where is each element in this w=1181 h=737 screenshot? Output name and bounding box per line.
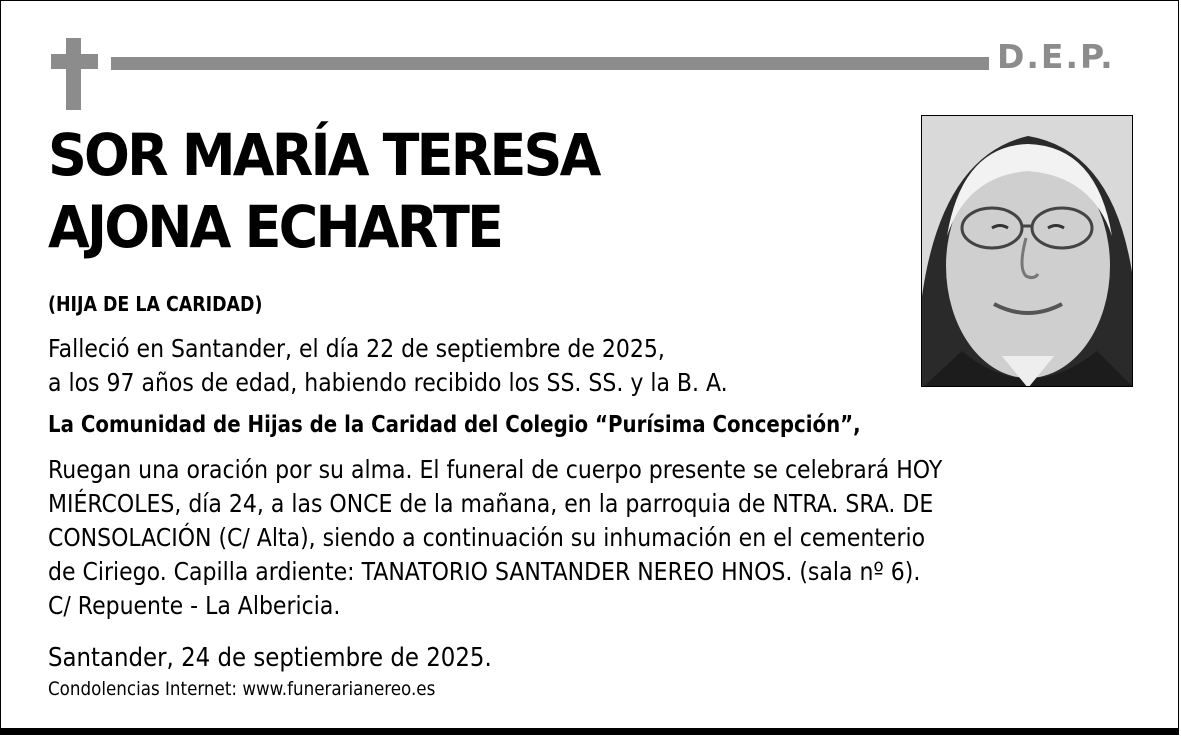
community-line: La Comunidad de Hijas de la Caridad del Colegio “Purísima Concepción”, <box>48 412 861 438</box>
condolences-link[interactable]: Condolencias Internet: www.funerarianereo.es <box>48 678 436 700</box>
announcement-line: MIÉRCOLES, día 24, a las ONCE de la mañana, en la parroquia de NTRA. SRA. DE <box>48 489 934 518</box>
place-date: Santander, 24 de septiembre de 2025. <box>48 643 492 673</box>
portrait-photo <box>921 115 1133 387</box>
announcement-line: CONSOLACIÓN (C/ Alta), siendo a continuación su inhumación en el cementerio <box>48 523 926 552</box>
announcement-line: de Ciriego. Capilla ardiente: TANATORIO SANTANDER NEREO HNOS. (sala nº 6). <box>48 557 921 586</box>
name-line-1: SOR MARÍA TERESA <box>48 121 599 189</box>
death-line-2: a los 97 años de edad, habiendo recibido los SS. SS. y la B. A. <box>48 368 728 397</box>
funeral-announcement <box>48 453 942 623</box>
death-line-1: Falleció en Santander, el día 22 de septiembre de 2025, <box>48 334 665 363</box>
announcement-line: C/ Repuente - La Albericia. <box>48 591 341 620</box>
header-rule <box>111 57 989 70</box>
religious-order: (HIJA DE LA CARIDAD) <box>48 292 263 316</box>
dep-label: D.E.P. <box>997 37 1115 76</box>
name-line-2: AJONA ECHARTE <box>48 193 502 261</box>
portrait-image <box>922 116 1133 387</box>
cross-icon-bar <box>51 54 98 69</box>
deceased-name <box>48 119 599 263</box>
cross-icon <box>66 38 81 110</box>
announcement-line: Ruegan una oración por su alma. El funeral de cuerpo presente se celebrará HOY <box>48 455 943 484</box>
